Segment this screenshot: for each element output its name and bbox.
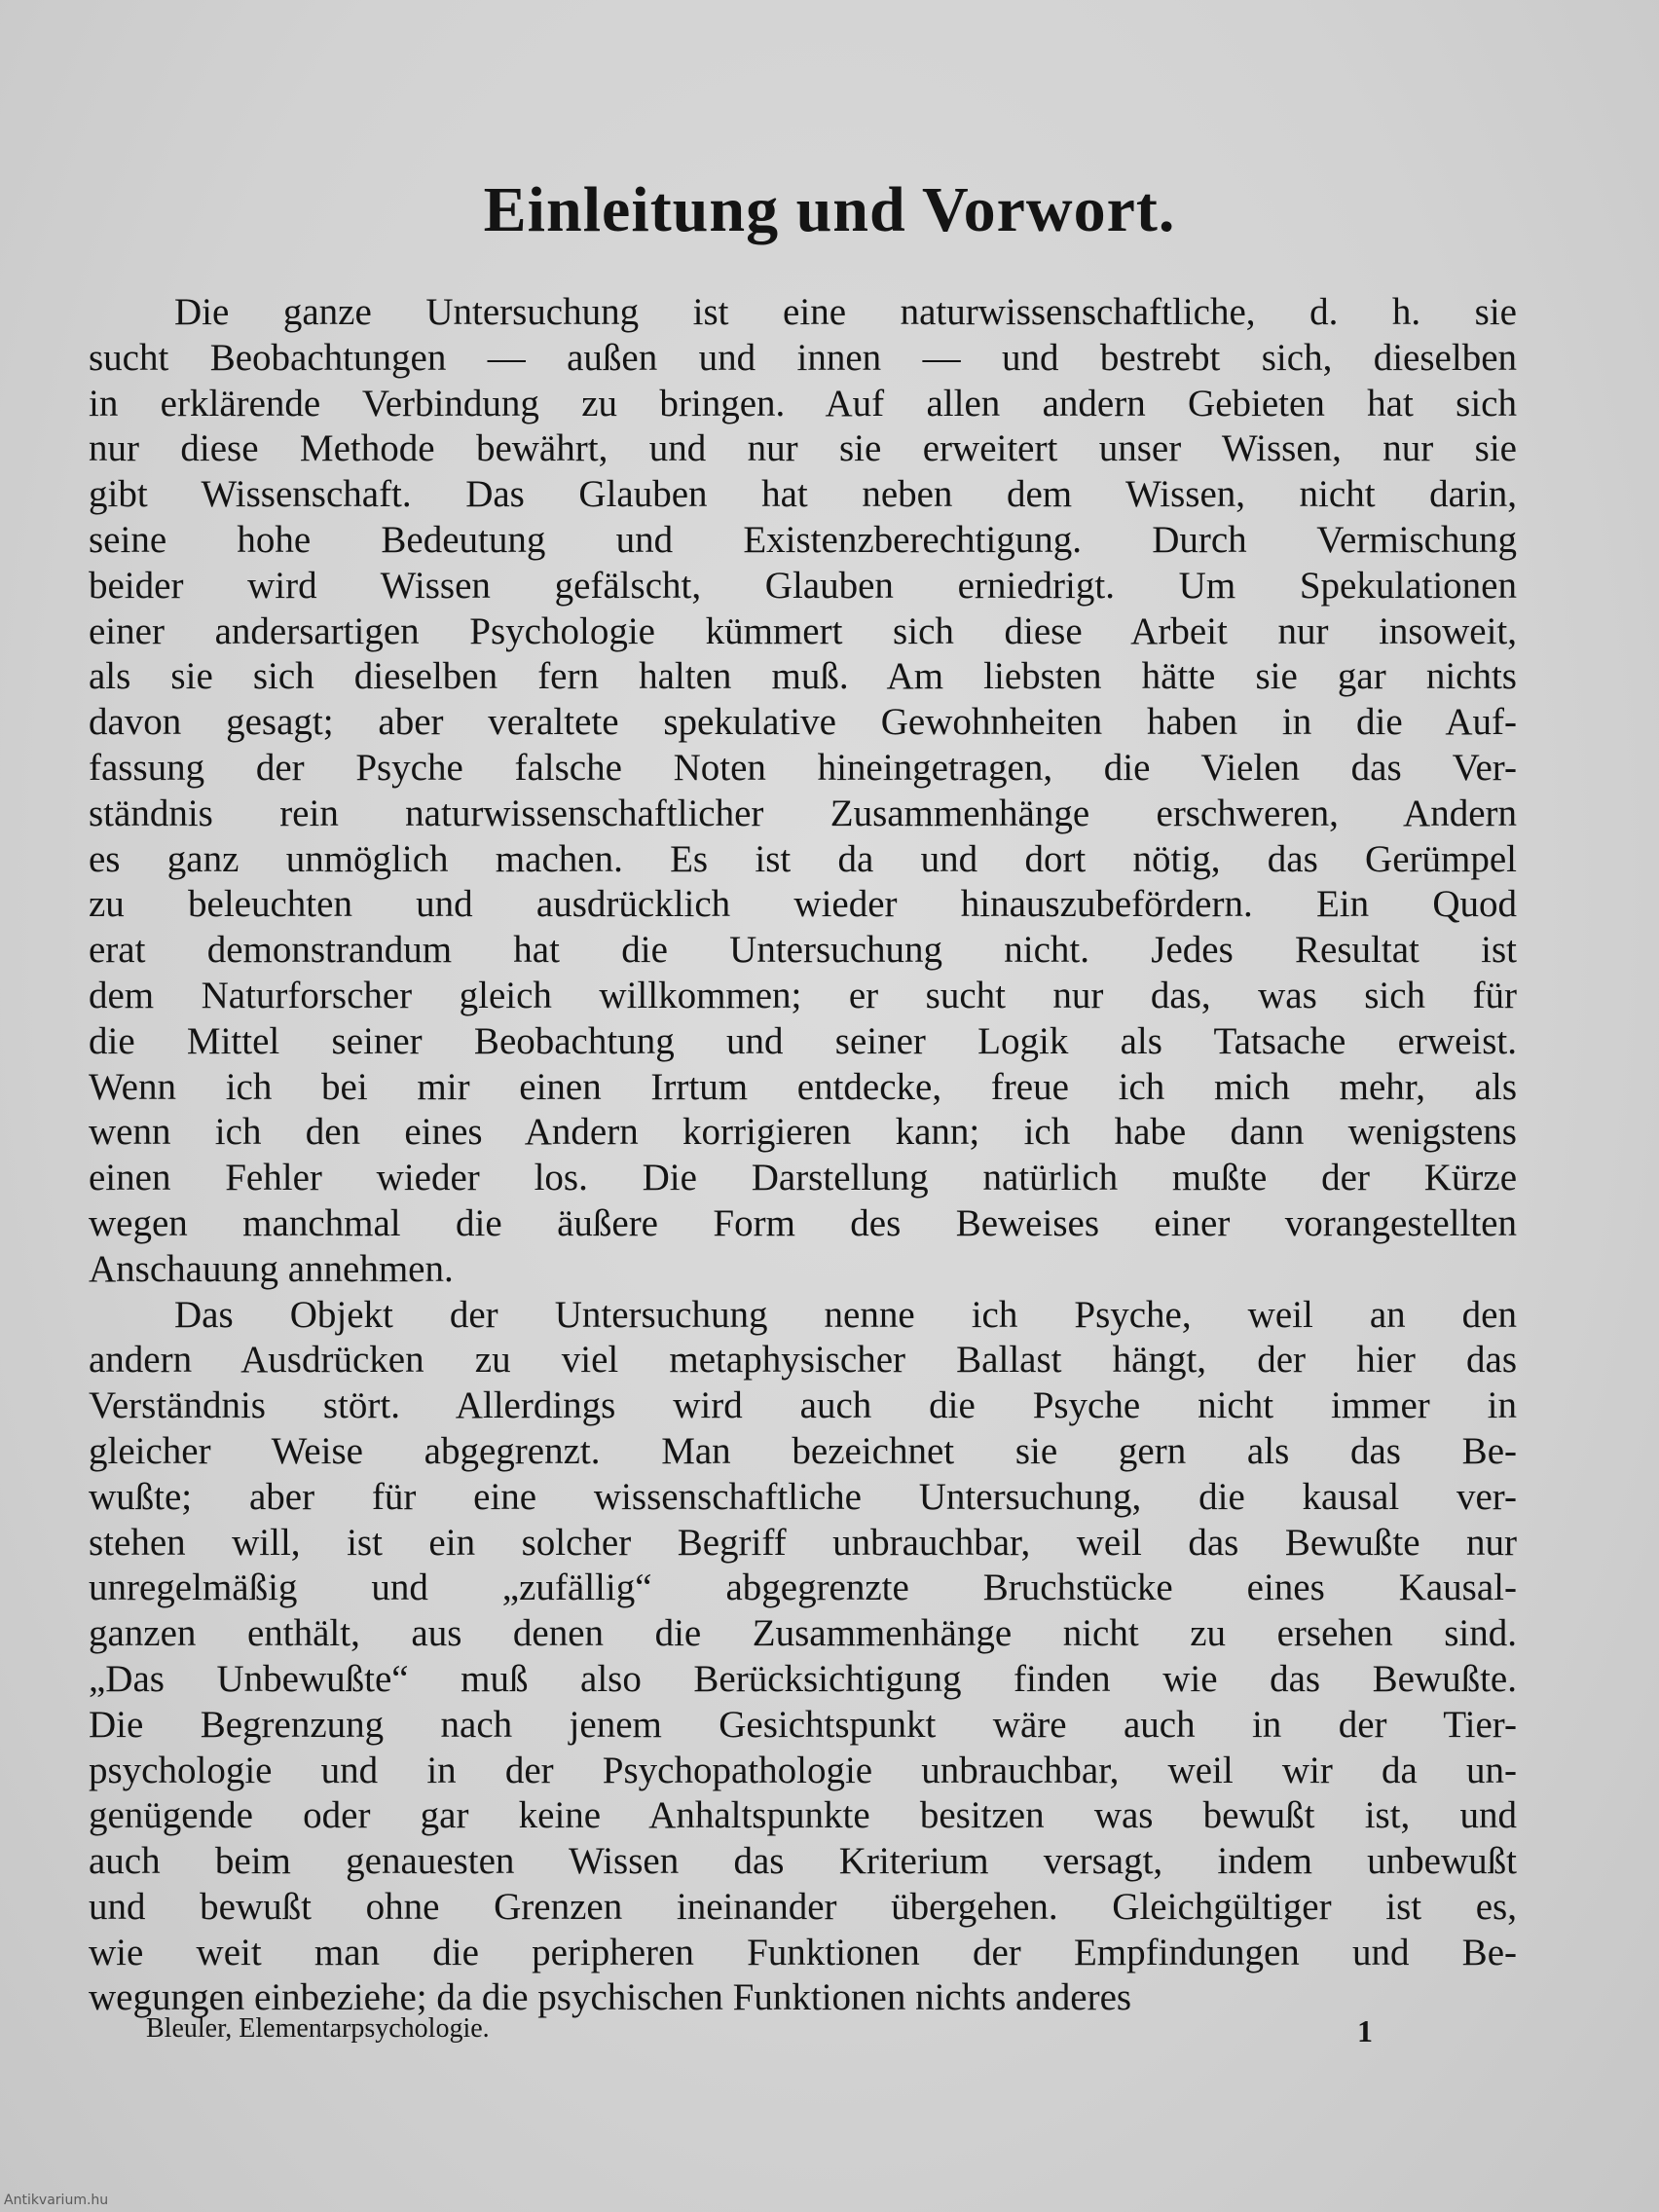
page-footer xyxy=(146,2013,1373,2049)
paragraph-2 xyxy=(89,1293,1517,2022)
text-line: zu beleuchten und ausdrücklich wieder hinauszubefördern. Ein Quod xyxy=(89,883,1517,926)
text-line: ganzen enthält, aus denen die Zusammenhänge nicht zu ersehen sind. xyxy=(89,1612,1517,1655)
text-line: stehen will, ist ein solcher Begriff unbrauchbar, weil das Bewußte nur xyxy=(89,1521,1517,1564)
text-line: psychologie und in der Psychopathologie unbrauchbar, weil wir da un- xyxy=(89,1749,1517,1791)
text-line: es ganz unmöglich machen. Es ist da und dort nötig, das Gerümpel xyxy=(89,837,1517,880)
text-line: in erklärende Verbindung zu bringen. Auf allen andern Gebieten hat sich xyxy=(89,382,1517,424)
text-line: gibt Wissenschaft. Das Glauben hat neben dem Wissen, nicht darin, xyxy=(89,473,1517,516)
text-line: wegen manchmal die äußere Form des Beweises einer vorangestellten xyxy=(89,1201,1517,1244)
text-line: davon gesagt; aber veraltete spekulative Gewohnheiten haben in die Auf- xyxy=(89,701,1517,744)
text-line: Die Begrenzung nach jenem Gesichtspunkt wäre auch in der Tier- xyxy=(89,1703,1517,1746)
body-text xyxy=(89,290,1517,2021)
text-line: Anschauung annehmen. xyxy=(89,1247,454,1290)
text-line: seine hohe Bedeutung und Existenzberechtigung. Durch Vermischung xyxy=(89,518,1517,561)
text-line: Wenn ich bei mir einen Irrtum entdecke, freue ich mich mehr, als xyxy=(89,1065,1517,1108)
page-number: 1 xyxy=(1357,2013,1373,2048)
paragraph-1 xyxy=(89,290,1517,1293)
text-line: erat demonstrandum hat die Untersuchung nicht. Jedes Resultat ist xyxy=(89,929,1517,972)
text-line: Die ganze Untersuchung ist eine naturwissenschaftliche, d. h. sie xyxy=(174,291,1517,333)
text-line: genügende oder gar keine Anhaltspunkte besitzen was bewußt ist, und xyxy=(89,1794,1517,1837)
text-line: als sie sich dieselben fern halten muß. Am liebsten hätte sie gar nichts xyxy=(89,655,1517,698)
text-line: wegungen einbeziehe; da die psychischen Funktionen nichts anderes xyxy=(89,1976,1132,2019)
text-line: und bewußt ohne Grenzen ineinander übergehen. Gleichgültiger ist es, xyxy=(89,1885,1517,1928)
text-line: „Das Unbewußte“ muß also Berücksichtigung finden wie das Bewußte. xyxy=(89,1657,1517,1700)
text-line: einen Fehler wieder los. Die Darstellung natürlich mußte der Kürze xyxy=(89,1157,1517,1199)
text-line: gleicher Weise abgegrenzt. Man bezeichnet sie gern als das Be- xyxy=(89,1429,1517,1472)
text-line: wie weit man die peripheren Funktionen der Empfindungen und Be- xyxy=(89,1931,1517,1973)
text-line: dem Naturforscher gleich willkommen; er sucht nur das, was sich für xyxy=(89,974,1517,1016)
text-line: wußte; aber für eine wissenschaftliche Untersuchung, die kausal ver- xyxy=(89,1475,1517,1518)
text-line: die Mittel seiner Beobachtung und seiner Logik als Tatsache erweist. xyxy=(89,1019,1517,1062)
text-line: sucht Beobachtungen — außen und innen — und bestrebt sich, dieselben xyxy=(89,336,1517,379)
text-line: ständnis rein naturwissenschaftlicher Zusammenhänge erschweren, Andern xyxy=(89,792,1517,834)
text-line: fassung der Psyche falsche Noten hineingetragen, die Vielen das Ver- xyxy=(89,746,1517,789)
text-line: beider wird Wissen gefälscht, Glauben erniedrigt. Um Spekulationen xyxy=(89,564,1517,607)
running-head: Bleuler, Elementarpsychologie. xyxy=(146,2013,490,2044)
text-line: Verständnis stört. Allerdings wird auch die Psyche nicht immer in xyxy=(89,1384,1517,1427)
text-line: auch beim genauesten Wissen das Kriterium versagt, indem unbewußt xyxy=(89,1840,1517,1883)
text-line: nur diese Methode bewährt, und nur sie erweitert unser Wissen, nur sie xyxy=(89,427,1517,470)
text-line: Das Objekt der Untersuchung nenne ich Psyche, weil an den xyxy=(174,1293,1517,1336)
text-line: unregelmäßig und „zufällig“ abgegrenzte Bruchstücke eines Kausal- xyxy=(89,1567,1517,1609)
text-line: andern Ausdrücken zu viel metaphysischer Ballast hängt, der hier das xyxy=(89,1339,1517,1382)
watermark: Antikvarium.hu xyxy=(4,2193,109,2208)
chapter-title: Einleitung und Vorwort. xyxy=(483,174,1176,245)
text-line: wenn ich den eines Andern korrigieren kann; ich habe dann wenigstens xyxy=(89,1111,1517,1154)
text-line: einer andersartigen Psychologie kümmert sich diese Arbeit nur insoweit, xyxy=(89,609,1517,652)
